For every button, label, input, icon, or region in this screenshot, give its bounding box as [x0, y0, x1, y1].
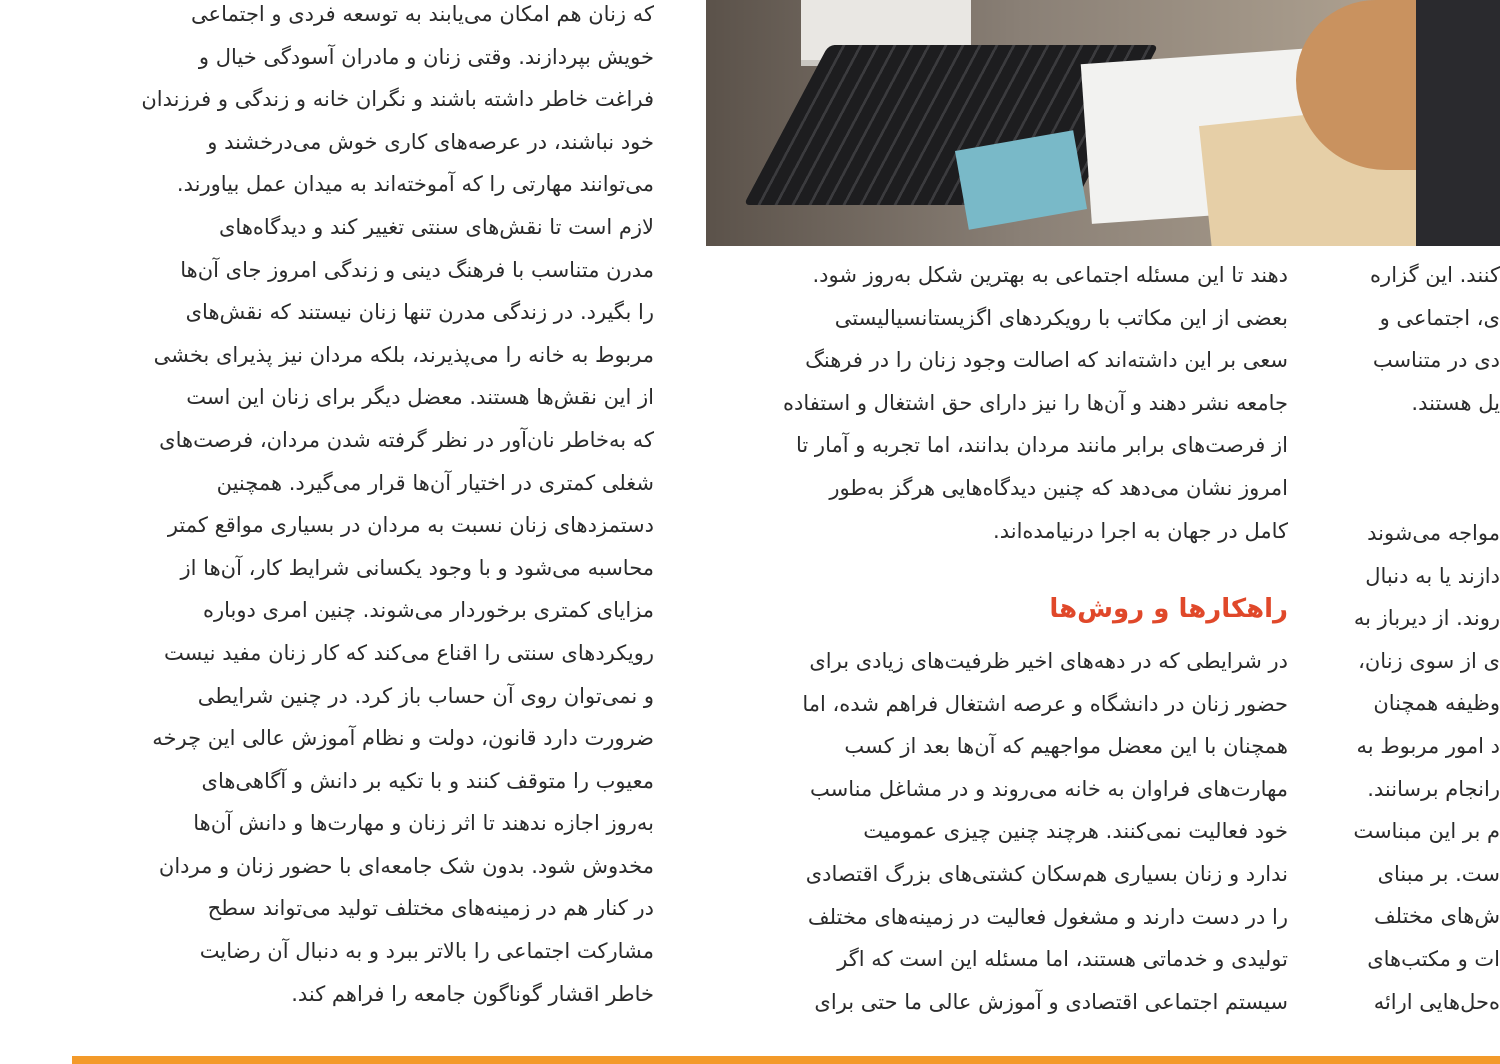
text-line: ی از سوی زنان،: [1358, 648, 1500, 673]
text-line: مخدوش شود. بدون شک جامعه‌ای با حضور زنان و مردان: [158, 853, 654, 878]
text-line: لازم است تا نقش‌های سنتی تغییر کند و دیدگاه‌های: [218, 214, 654, 239]
text-line: را بگیرد. در زندگی مدرن تنها زنان نیستند که نقش‌های: [185, 300, 654, 325]
text-line: بعضی از این مکاتب با رویکردهای اگزیستانسیالیستی: [834, 305, 1288, 330]
text-line: دی در متناسب: [1372, 348, 1500, 373]
text-line: روند. از دیرباز به: [1353, 606, 1500, 631]
text-line: همچنان با این معضل مواجهیم که آن‌ها بعد از کسب: [844, 734, 1288, 759]
text-line: معیوب را متوقف کنند و با تکیه بر دانش و آگاهی‌های: [201, 768, 654, 793]
text-line: که به‌خاطر نان‌آور در نظر گرفته شدن مردان، فرصت‌های: [159, 427, 654, 452]
text-line: حضور زنان در دانشگاه و عرصه اشتغال فراهم شده، اما: [802, 691, 1288, 716]
text-line: مربوط به خانه را می‌پذیرند، بلکه مردان نیز پذیرای بخشی: [153, 342, 654, 367]
text-line: جامعه نشر دهند و آن‌ها را نیز دارای حق اشتغال و استفاده: [783, 390, 1288, 415]
text-line: می‌توانند مهارتی را که آموخته‌اند به میدان عمل بیاورند.: [176, 172, 654, 197]
text-line: کنند. این گزاره: [1370, 263, 1500, 287]
text-line: به‌روز اجازه ندهند تا اثر زنان و مهارت‌ها و دانش آن‌ها: [193, 811, 654, 836]
text-line: ش‌های مختلف: [1373, 904, 1500, 929]
text-line: کامل در جهان به اجرا درنیامده‌اند.: [993, 518, 1288, 543]
text-line: سیستم اجتماعی اقتصادی و آموزش عالی ما حتی برای: [814, 989, 1288, 1014]
text-line: در شرایطی که در دهه‌های اخیر ظرفیت‌های زیادی برای: [809, 649, 1288, 673]
text-line: ه‌حل‌هایی ارائه: [1373, 989, 1500, 1014]
text-line: ست. بر مبنای: [1377, 861, 1500, 886]
text-line: خود فعالیت نمی‌کنند. هرچند چنین چیزی عمومیت: [863, 819, 1288, 844]
middle-text-column-bottom: [706, 640, 1288, 1023]
text-line: سعی بر این داشته‌اند که اصالت وجود زنان را در فرهنگ: [805, 348, 1288, 373]
text-line: دستمزدهای زنان نسبت به مردان در بسیاری مواقع کمتر: [167, 513, 654, 538]
bottom-accent-bar: [72, 1056, 1500, 1064]
text-line: محاسبه می‌شود و با وجود یکسانی شرایط کار، آن‌ها از: [180, 555, 654, 580]
text-line: رانجام برسانند.: [1367, 776, 1500, 801]
text-line: م بر این مبناست: [1353, 819, 1500, 844]
text-line: رویکردهای سنتی را اقناع می‌کند که کار زنان مفید نیست: [163, 640, 654, 665]
text-line: ی، اجتماعی و: [1379, 305, 1500, 330]
text-line: را در دست دارند و مشغول فعالیت در زمینه‌های مختلف: [807, 904, 1288, 929]
article-photo: [706, 0, 1500, 246]
text-line: مهارت‌های فراوان به خانه می‌روند و در مشاغل مناسب: [810, 776, 1288, 801]
text-line: که زنان هم امکان می‌یابند به توسعه فردی و اجتماعی: [191, 2, 654, 26]
text-line: خاطر اقشار گوناگون جامعه را فراهم کند.: [291, 981, 654, 1006]
text-line: خویش بپردازند. وقتی زنان و مادران آسودگی خیال و: [198, 44, 654, 69]
text-line: امروز نشان می‌دهد که چنین دیدگاه‌هایی هرگز به‌طور: [829, 475, 1288, 500]
text-line: در کنار هم در زمینه‌های مختلف تولید می‌تواند سطح: [207, 896, 654, 921]
text-line: وظیفه همچنان: [1373, 691, 1500, 716]
text-line: از فرصت‌های برابر مانند مردان بدانند، اما تجربه و آمار تا: [796, 433, 1288, 458]
text-line: دهند تا این مسئله اجتماعی به بهترین شکل به‌روز شود.: [812, 263, 1288, 287]
text-line: از این نقش‌ها هستند. معضل دیگر برای زنان این است: [186, 385, 654, 410]
text-line: و نمی‌توان روی آن حساب باز کرد. در چنین شرایطی: [197, 683, 654, 708]
text-line: دازند یا به دنبال: [1365, 563, 1500, 588]
middle-text-column-top: [706, 254, 1288, 552]
text-line: مواجه می‌شوند: [1367, 521, 1500, 545]
text-line: فراغت خاطر داشته باشند و نگران خانه و زندگی و فرزندان: [141, 87, 654, 112]
right-text-column-top: [1340, 254, 1500, 424]
text-line: مشارکت اجتماعی را بالاتر ببرد و به دنبال آن رضایت: [199, 939, 654, 964]
section-heading: راهکارها و روش‌ها: [1049, 594, 1288, 624]
text-line: مزایای کمتری برخوردار می‌شوند. چنین امری دوباره: [203, 598, 654, 623]
text-line: مدرن متناسب با فرهنگ دینی و زندگی امروز جای آن‌ها: [180, 257, 654, 282]
photo-sleeve: [1416, 0, 1500, 246]
text-line: ندارد و زنان بسیاری هم‌سکان کشتی‌های بزرگ اقتصادی: [805, 861, 1288, 886]
text-line: ضرورت دارد قانون، دولت و نظام آموزش عالی این چرخه: [152, 726, 654, 751]
text-line: شغلی کمتری در اختیار آن‌ها قرار می‌گیرد. همچنین: [216, 470, 654, 495]
text-line: یل هستند.: [1411, 390, 1500, 415]
text-line: تولیدی و خدماتی هستند، اما مسئله این است که اگر: [837, 947, 1288, 972]
text-line: ات و مکتب‌های: [1367, 946, 1500, 971]
right-text-column-bottom: [1340, 512, 1500, 1023]
text-line: خود نباشند، در عرصه‌های کاری خوش می‌درخشند و: [207, 129, 654, 154]
left-text-column: [72, 0, 654, 1015]
text-line: د امور مربوط به: [1356, 733, 1500, 758]
